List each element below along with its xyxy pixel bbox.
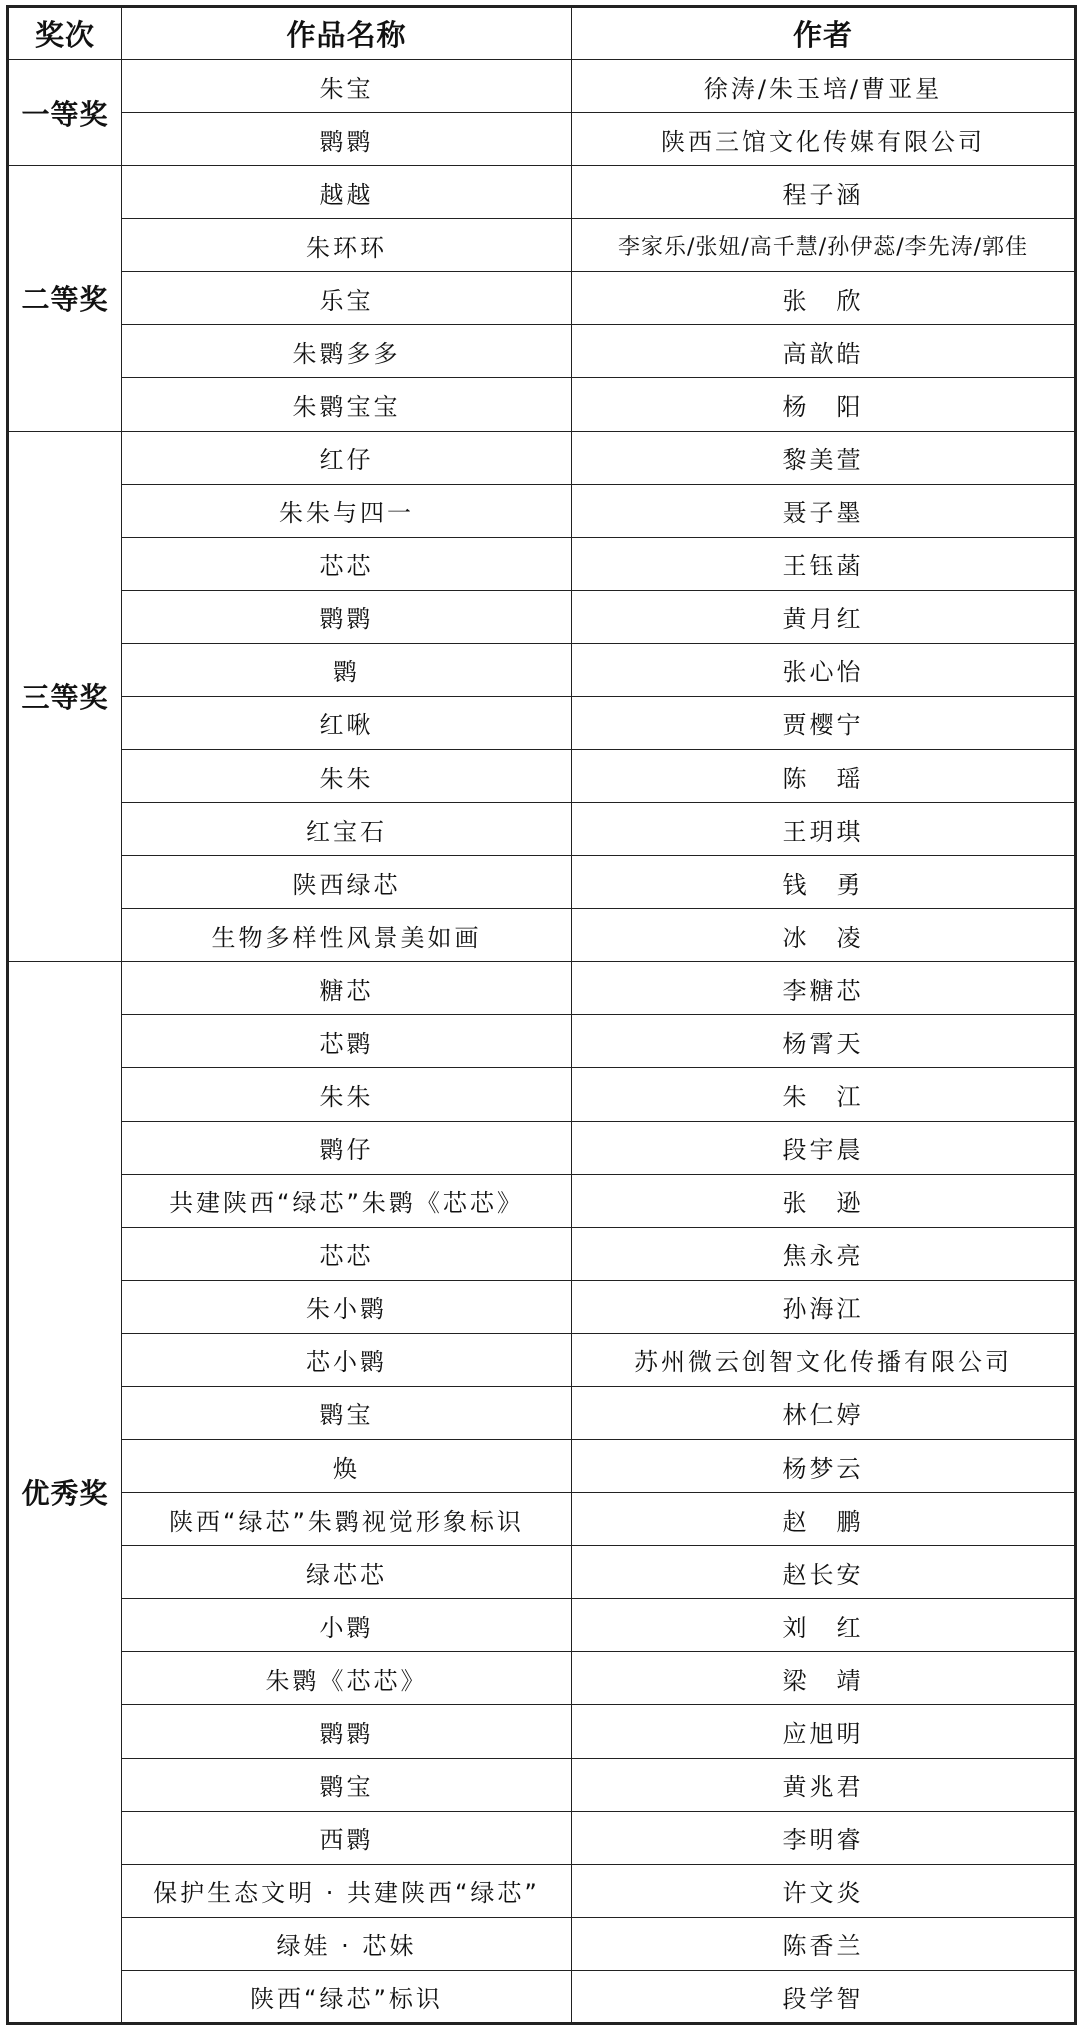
table-row	[8, 378, 1076, 431]
work-name-cell: 芯芯	[122, 1227, 572, 1280]
work-name-cell: 绿芯芯	[122, 1546, 572, 1599]
table-row	[8, 696, 1076, 749]
table-row	[8, 537, 1076, 590]
author-cell: 冰 凌	[572, 909, 1076, 962]
award-rank-cell: 二等奖	[8, 166, 122, 431]
work-name-cell: 共建陕西“绿芯”朱鹮《芯芯》	[122, 1174, 572, 1227]
work-name-cell: 小鹮	[122, 1599, 572, 1652]
table-row	[8, 962, 1076, 1015]
table-row	[8, 1970, 1076, 2023]
author-cell: 王钰菡	[572, 537, 1076, 590]
table-row	[8, 1493, 1076, 1546]
author-cell: 黄兆君	[572, 1758, 1076, 1811]
work-name-cell: 鹮宝	[122, 1386, 572, 1439]
table-row	[8, 1440, 1076, 1493]
work-name-cell: 生物多样性风景美如画	[122, 909, 572, 962]
table-row	[8, 1599, 1076, 1652]
author-cell: 杨梦云	[572, 1440, 1076, 1493]
author-cell: 应旭明	[572, 1705, 1076, 1758]
table-row	[8, 1121, 1076, 1174]
work-name-cell: 鹮鹮	[122, 1705, 572, 1758]
author-cell: 段学智	[572, 1970, 1076, 2023]
table-row	[8, 803, 1076, 856]
award-rank-cell: 三等奖	[8, 431, 122, 962]
author-cell: 赵长安	[572, 1546, 1076, 1599]
work-name-cell: 越越	[122, 166, 572, 219]
header-author: 作者	[572, 7, 1076, 60]
author-cell: 张 逊	[572, 1174, 1076, 1227]
table-row	[8, 1864, 1076, 1917]
table-row	[8, 643, 1076, 696]
awards-table	[6, 5, 1077, 2025]
table-row	[8, 1280, 1076, 1333]
table-row	[8, 166, 1076, 219]
author-cell: 张 欣	[572, 272, 1076, 325]
author-cell: 陈 瑶	[572, 750, 1076, 803]
table-row	[8, 1015, 1076, 1068]
work-name-cell: 乐宝	[122, 272, 572, 325]
work-name-cell: 西鹮	[122, 1811, 572, 1864]
author-cell: 张心怡	[572, 643, 1076, 696]
work-name-cell: 绿娃 · 芯妹	[122, 1917, 572, 1970]
author-cell: 杨 阳	[572, 378, 1076, 431]
work-name-cell: 朱鹮《芯芯》	[122, 1652, 572, 1705]
header-work: 作品名称	[122, 7, 572, 60]
award-rows	[8, 60, 1076, 2024]
author-cell: 陕西三馆文化传媒有限公司	[572, 113, 1076, 166]
author-cell: 孙海江	[572, 1280, 1076, 1333]
work-name-cell: 朱朱	[122, 750, 572, 803]
table-row	[8, 1174, 1076, 1227]
author-cell: 刘 红	[572, 1599, 1076, 1652]
table-row	[8, 590, 1076, 643]
table-row	[8, 1227, 1076, 1280]
work-name-cell: 芯芯	[122, 537, 572, 590]
author-cell: 李明睿	[572, 1811, 1076, 1864]
table-row	[8, 856, 1076, 909]
author-cell: 杨霄天	[572, 1015, 1076, 1068]
table-row	[8, 1068, 1076, 1121]
author-cell: 林仁婷	[572, 1386, 1076, 1439]
author-cell: 苏州微云创智文化传播有限公司	[572, 1333, 1076, 1386]
work-name-cell: 陕西绿芯	[122, 856, 572, 909]
table-row	[8, 113, 1076, 166]
author-cell: 段宇晨	[572, 1121, 1076, 1174]
author-cell: 焦永亮	[572, 1227, 1076, 1280]
work-name-cell: 红啾	[122, 696, 572, 749]
author-cell: 徐涛/朱玉培/曹亚星	[572, 60, 1076, 113]
work-name-cell: 红宝石	[122, 803, 572, 856]
table-row	[8, 1705, 1076, 1758]
table-row	[8, 909, 1076, 962]
table-row	[8, 1811, 1076, 1864]
table-row	[8, 1652, 1076, 1705]
work-name-cell: 芯小鹮	[122, 1333, 572, 1386]
author-cell: 聂子墨	[572, 484, 1076, 537]
work-name-cell: 糖芯	[122, 962, 572, 1015]
table-row	[8, 1917, 1076, 1970]
work-name-cell: 朱环环	[122, 219, 572, 272]
table-row	[8, 272, 1076, 325]
author-cell: 贾樱宁	[572, 696, 1076, 749]
author-cell: 许文炎	[572, 1864, 1076, 1917]
work-name-cell: 朱朱	[122, 1068, 572, 1121]
table-row	[8, 219, 1076, 272]
work-name-cell: 鹮鹮	[122, 590, 572, 643]
table-row	[8, 1333, 1076, 1386]
header-row	[8, 7, 1076, 60]
author-cell: 钱 勇	[572, 856, 1076, 909]
header-rank: 奖次	[8, 7, 122, 60]
award-rank-cell: 一等奖	[8, 60, 122, 166]
table-row	[8, 325, 1076, 378]
work-name-cell: 焕	[122, 1440, 572, 1493]
work-name-cell: 鹮鹮	[122, 113, 572, 166]
author-cell: 黄月红	[572, 590, 1076, 643]
table-row	[8, 1546, 1076, 1599]
work-name-cell: 朱鹮多多	[122, 325, 572, 378]
author-cell: 李糖芯	[572, 962, 1076, 1015]
work-name-cell: 芯鹮	[122, 1015, 572, 1068]
table-row	[8, 1758, 1076, 1811]
author-cell: 朱 江	[572, 1068, 1076, 1121]
work-name-cell: 朱鹮宝宝	[122, 378, 572, 431]
work-name-cell: 鹮宝	[122, 1758, 572, 1811]
table-row	[8, 750, 1076, 803]
author-cell: 李家乐/张妞/高千慧/孙伊蕊/李先涛/郭佳	[572, 219, 1076, 272]
work-name-cell: 保护生态文明 · 共建陕西“绿芯”	[122, 1864, 572, 1917]
table-row	[8, 484, 1076, 537]
table-row	[8, 431, 1076, 484]
work-name-cell: 陕西“绿芯”标识	[122, 1970, 572, 2023]
work-name-cell: 陕西“绿芯”朱鹮视觉形象标识	[122, 1493, 572, 1546]
table-row	[8, 60, 1076, 113]
work-name-cell: 朱宝	[122, 60, 572, 113]
author-cell: 王玥琪	[572, 803, 1076, 856]
award-rank-cell: 优秀奖	[8, 962, 122, 2024]
author-cell: 陈香兰	[572, 1917, 1076, 1970]
work-name-cell: 红仔	[122, 431, 572, 484]
author-cell: 程子涵	[572, 166, 1076, 219]
work-name-cell: 鹮	[122, 643, 572, 696]
work-name-cell: 朱朱与四一	[122, 484, 572, 537]
work-name-cell: 朱小鹮	[122, 1280, 572, 1333]
author-cell: 黎美萱	[572, 431, 1076, 484]
author-cell: 赵 鹏	[572, 1493, 1076, 1546]
author-cell: 梁 靖	[572, 1652, 1076, 1705]
author-cell: 高歆皓	[572, 325, 1076, 378]
work-name-cell: 鹮仔	[122, 1121, 572, 1174]
table-row	[8, 1386, 1076, 1439]
